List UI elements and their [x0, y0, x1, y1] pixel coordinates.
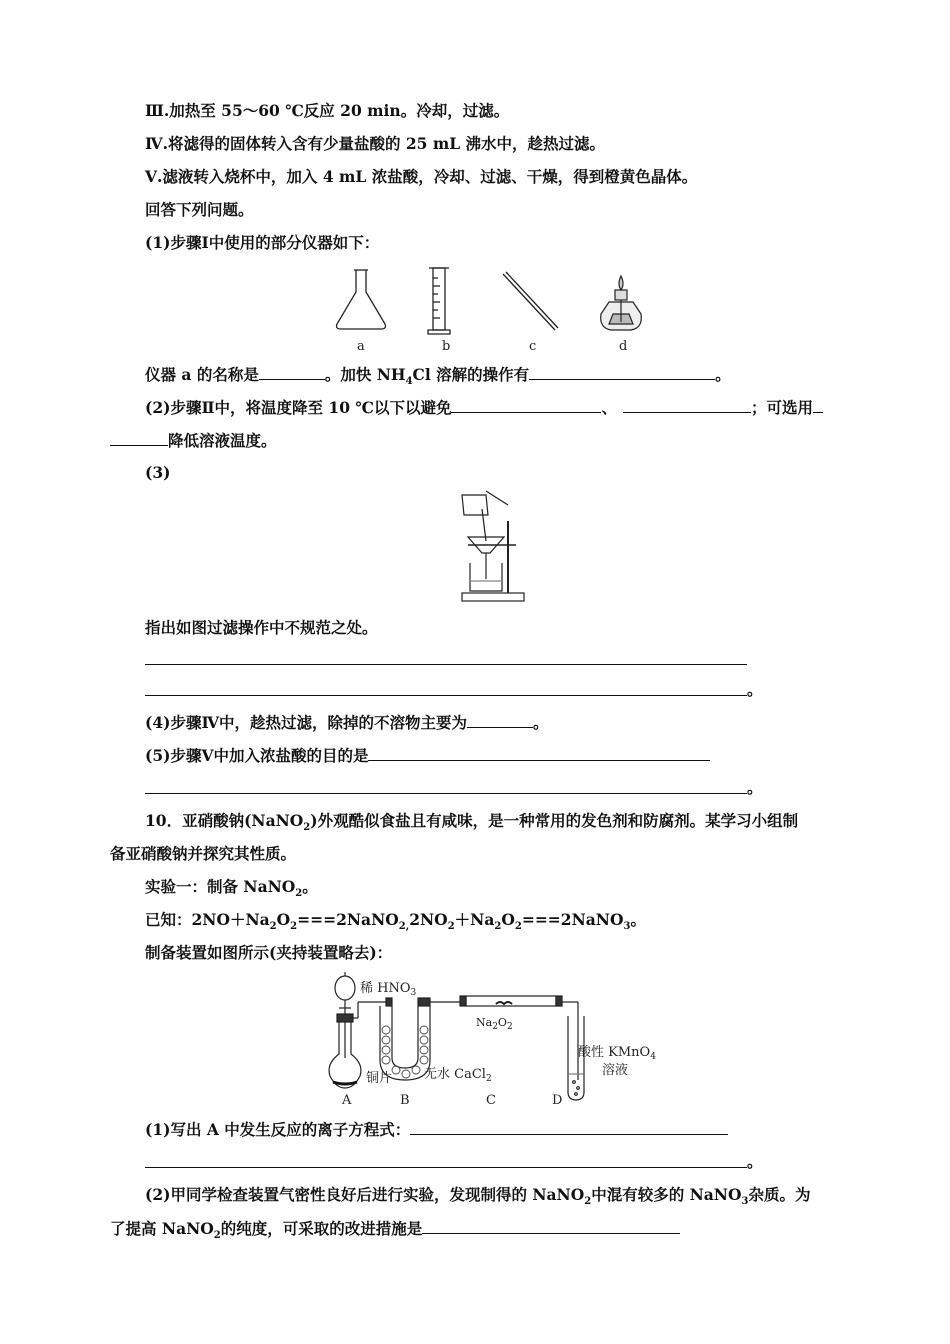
q1-part3: Cl 溶解的操作有 [412, 365, 530, 384]
question-2-cont [110, 430, 277, 451]
q1-sub: 4 [405, 376, 413, 388]
question-3: (3) [145, 463, 171, 482]
p10q2-s3: 2 [213, 1230, 221, 1242]
p10-question-2 [145, 1185, 810, 1212]
q2-sep: 、 [601, 398, 617, 417]
filtration-figure [450, 487, 532, 607]
instrument-label-c: c [529, 339, 537, 354]
instrument-label-d: d [619, 339, 628, 354]
kn-s2: 2 [290, 921, 298, 933]
instrument-label-a: a [357, 339, 365, 354]
p10q2-s2: 3 [741, 1196, 749, 1208]
q2-part1: (2)步骤Ⅱ中，将温度降至 10 ℃以下以避免 [145, 398, 452, 417]
q1-part2: 。加快 NH [324, 365, 406, 384]
answer-blank[interactable] [467, 712, 533, 728]
question-5 [145, 745, 710, 766]
question-2 [145, 397, 823, 418]
q3-end: 。 [747, 680, 763, 699]
kmno4-label: 酸性 KMnO$_4$ [578, 1045, 656, 1062]
cacl2-label: 无水 CaCl$_2$ [424, 1067, 492, 1084]
setup-text: 制备装置如图所示(夹持装置略去)： [145, 943, 393, 962]
q5-end: 。 [747, 778, 763, 797]
alcohol-lamp-icon [601, 276, 642, 330]
p10-question-2-cont [110, 1218, 680, 1246]
kn-a: 已知：2NO＋Na [145, 910, 270, 929]
kn-s1: 2 [269, 921, 277, 933]
instruments-figure [325, 262, 655, 354]
p10-sub: 2 [303, 822, 311, 834]
q1-end: 。 [715, 365, 731, 384]
copper-label: 铜片 [366, 1071, 393, 1086]
kn-s4: 2 [447, 921, 455, 933]
answer-blank[interactable] [813, 397, 823, 413]
apparatus-label-A: A [342, 1093, 352, 1108]
kn-h: 。 [630, 910, 646, 929]
kn-b: O [276, 910, 291, 929]
exp1-a: 实验一：制备 NaNO [145, 877, 296, 896]
step3-text: Ⅲ.加热至 55～60 ℃反应 20 min。冷却，过滤。 [145, 101, 510, 120]
reaction-tube-icon [466, 996, 556, 1006]
kn-c: ===2NaNO [297, 910, 399, 929]
question-1-answer [145, 364, 731, 392]
q2-cont: 降低溶液温度。 [168, 431, 277, 450]
apparatus-figure [320, 970, 660, 1110]
known-equations [145, 910, 646, 937]
p10-question-1 [145, 1119, 728, 1140]
answer-blank[interactable] [529, 364, 715, 380]
q4-end: 。 [533, 713, 549, 732]
kn-s7: 3 [623, 921, 631, 933]
answer-line[interactable] [145, 664, 747, 665]
p10q2-c: 杂质。为 [748, 1185, 811, 1204]
q4-text: (4)步骤Ⅳ中，趁热过滤，除掉的不溶物主要为 [145, 713, 468, 732]
step4-text: Ⅳ.将滤得的固体转入含有少量盐酸的 25 mL 沸水中，趁热过滤。 [145, 134, 606, 153]
answer-blank[interactable] [451, 397, 601, 413]
conical-flask-icon [337, 270, 386, 329]
p10q1-text: (1)写出 A 中发生反应的离子方程式： [145, 1120, 411, 1139]
answer-blank[interactable] [368, 745, 710, 761]
hno3-label: 稀 $HNO_3$ [360, 981, 417, 998]
answer-intro: 回答下列问题。 [145, 200, 254, 219]
apparatus-label-B: B [400, 1093, 410, 1108]
kn-e: ＋Na [454, 910, 495, 929]
u-tube-icon [380, 1006, 430, 1080]
p10q2-a: (2)甲同学检查装置气密性良好后进行实验，发现制得的 NaNO [145, 1185, 585, 1204]
glass-rod-icon [503, 272, 558, 330]
step5-text: Ⅴ.滤液转入烧杯中，加入 4 mL 浓盐酸，冷却、过滤、干燥，得到橙黄色晶体。 [145, 167, 698, 186]
answer-blank[interactable] [110, 430, 168, 446]
answer-line[interactable] [145, 1167, 747, 1168]
experiment-1 [145, 877, 318, 904]
stand-base [462, 593, 524, 601]
exp1-sub: 2 [295, 888, 303, 900]
question-1: (1)步骤Ⅰ中使用的部分仪器如下： [145, 233, 380, 252]
exp1-end: 。 [302, 877, 318, 896]
kn-d: 2NO [409, 910, 448, 929]
kn-s5: 2 [494, 921, 502, 933]
kn-f: O [501, 910, 515, 929]
p10q2-s1: 2 [584, 1196, 592, 1208]
q5-text: (5)步骤Ⅴ中加入浓盐酸的目的是 [145, 746, 369, 765]
instrument-label-b: b [442, 339, 451, 354]
question-4 [145, 712, 549, 733]
problem-10-line1 [145, 811, 798, 838]
p10-l1a: 10．亚硝酸钠(NaNO [145, 811, 304, 830]
na2o2-label: $Na_2O_2$ [476, 1016, 513, 1032]
answer-line[interactable] [145, 695, 747, 696]
q1-part1: 仪器 a 的名称是 [145, 365, 259, 384]
kmno4-solution-label: 溶液 [602, 1063, 629, 1078]
pouring-beaker-icon [462, 495, 488, 515]
kn-g: ===2NaNO [521, 910, 624, 929]
kn-s6: 2 [514, 921, 522, 933]
apparatus-label-D: D [552, 1093, 563, 1108]
problem-10-line2: 备亚硝酸钠并探究其性质。 [110, 844, 297, 863]
question-3-text: 指出如图过滤操作中不规范之处。 [145, 618, 378, 637]
answer-line[interactable] [145, 793, 747, 794]
p10q2-l2b: 的纯度，可采取的改进措施是 [220, 1219, 423, 1238]
answer-blank[interactable] [422, 1218, 680, 1234]
graduated-cylinder-icon [428, 268, 450, 334]
answer-blank[interactable] [623, 397, 751, 413]
p10q1-end: 。 [747, 1152, 763, 1171]
answer-blank[interactable] [259, 364, 325, 380]
answer-blank[interactable] [410, 1119, 728, 1135]
p10-l1b: )外观酷似食盐且有咸味，是一种常用的发色剂和防腐剂。某学习小组制 [310, 811, 799, 830]
q2-part2: ；可选用 [750, 398, 813, 417]
p10q2-b: 中混有较多的 NaNO [591, 1185, 742, 1204]
kn-s3: 2, [398, 921, 410, 933]
apparatus-label-C: C [486, 1093, 496, 1108]
separatory-funnel-icon [335, 976, 355, 1000]
p10q2-l2a: 了提高 NaNO [110, 1219, 214, 1238]
